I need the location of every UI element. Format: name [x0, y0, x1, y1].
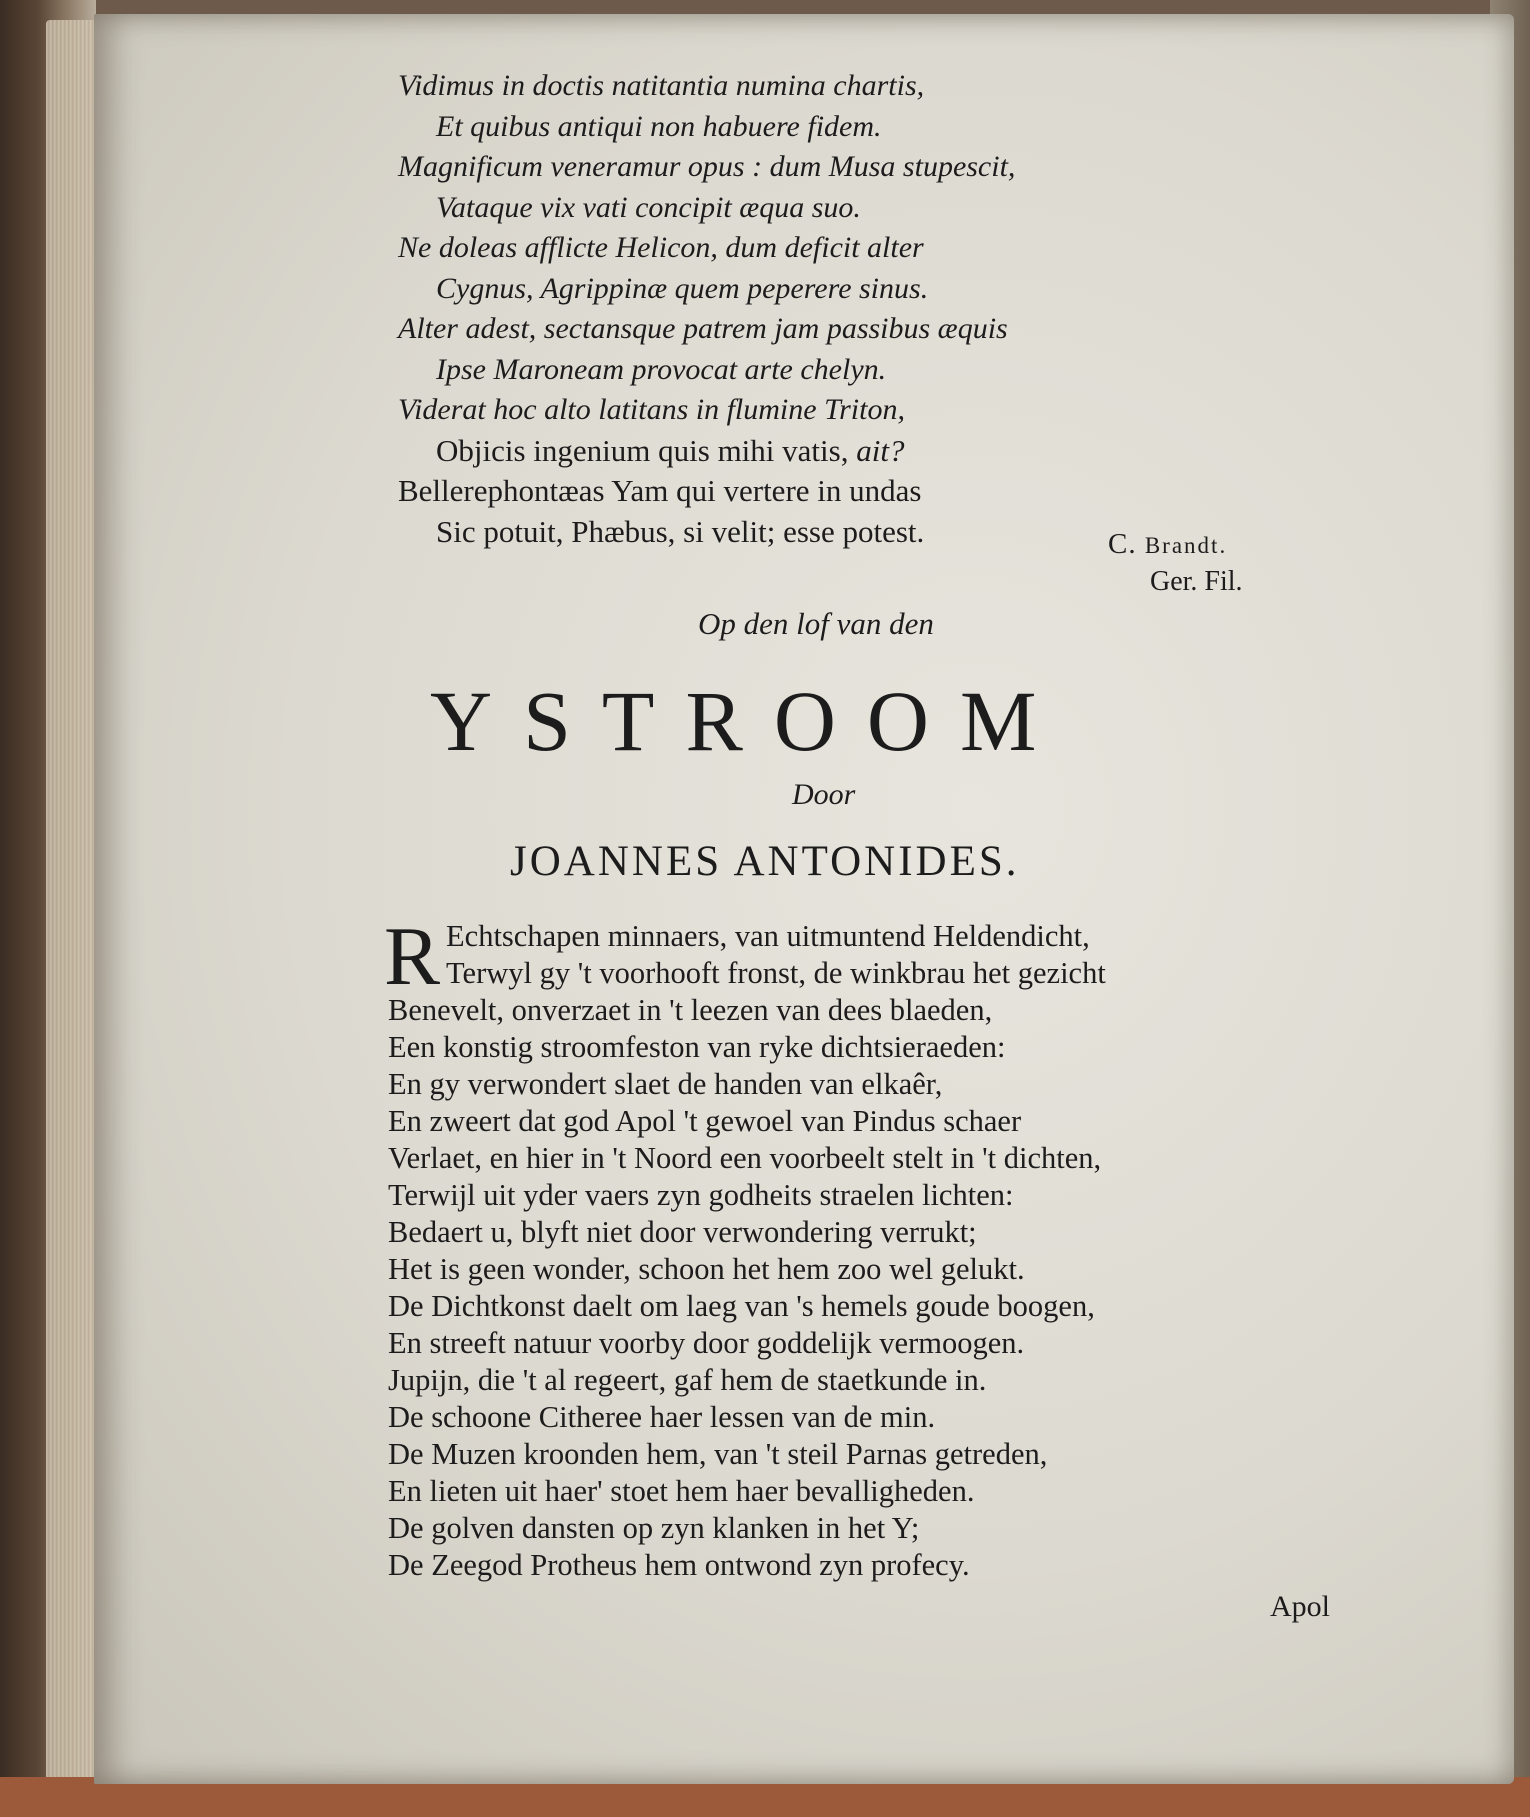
latin-line: Magnificum veneramur opus : dum Musa stupescit,	[398, 150, 1016, 183]
dutch-line: Verlaet, en hier in 't Noord een voorbeelt stelt in 't dichten,	[388, 1141, 1102, 1175]
latin-line: Viderat hoc alto latitans in flumine Triton,	[398, 393, 905, 426]
page-edges	[46, 20, 98, 1780]
heading-title: YSTROOM	[430, 673, 1068, 769]
latin-line: Ipse Maroneam provocat arte chelyn.	[436, 352, 887, 386]
dutch-line: En gy verwondert slaet de handen van elkaêr,	[388, 1067, 943, 1101]
latin-line-text: Objicis ingenium quis mihi vatis,	[436, 432, 849, 468]
dutch-line: Het is geen wonder, schoon het hem zoo wel gelukt.	[388, 1252, 1025, 1286]
signature-surname: Brandt.	[1144, 533, 1228, 558]
dutch-line: En lieten uit haer' stoet hem haer bevalligheden.	[388, 1474, 975, 1508]
heading-author: JOANNES ANTONIDES.	[510, 838, 1020, 885]
latin-poem	[398, 66, 1298, 552]
latin-line: Vataque vix vati concipit æqua suo.	[436, 190, 861, 224]
heading-preface: Op den lof van den	[698, 606, 934, 641]
dutch-line: Terwijl uit yder vaers zyn godheits straelen lichten:	[388, 1178, 1014, 1212]
dutch-line: Jupijn, die 't al regeert, gaf hem de staetkunde in.	[388, 1363, 987, 1397]
dutch-line: Bedaert u, blyft niet door verwondering verrukt;	[388, 1215, 977, 1249]
latin-line: Ne doleas afflicte Helicon, dum deficit alter	[398, 231, 924, 264]
latin-line: Et quibus antiqui non habuere fidem.	[436, 109, 882, 143]
heading-by: Door	[792, 778, 856, 811]
latin-line-upright: Sic potuit, Phæbus, si velit; esse potest.	[436, 513, 925, 549]
dutch-line: Echtschapen minnaers, van uitmuntend Heldendicht,	[446, 919, 1090, 953]
dutch-line: De golven dansten op zyn klanken in het Y;	[388, 1511, 920, 1545]
catchword: Apol	[1270, 1590, 1330, 1623]
drop-cap: R	[384, 910, 441, 1003]
signature-name	[1108, 528, 1227, 561]
dutch-line: De Zeegod Protheus hem ontwond zyn profecy.	[388, 1548, 970, 1582]
signature-suffix: Ger. Fil.	[1150, 566, 1243, 597]
dutch-poem	[384, 910, 1348, 1584]
dutch-line: Benevelt, onverzaet in 't leezen van dees blaeden,	[388, 993, 993, 1027]
latin-line-upright: Bellerephontæas Yam qui vertere in undas	[398, 473, 922, 508]
latin-line: Cygnus, Agrippinæ quem peperere sinus.	[436, 271, 929, 305]
dutch-line: De schoone Citheree haer lessen van de min.	[388, 1400, 936, 1434]
latin-line-upright	[398, 431, 1298, 472]
latin-line: Vidimus in doctis natitantia numina chartis,	[398, 69, 925, 102]
dutch-line: En zweert dat god Apol 't gewoel van Pindus schaer	[388, 1104, 1022, 1138]
latin-line: Alter adest, sectansque patrem jam passibus æquis	[398, 312, 1008, 345]
dutch-line: Een konstig stroomfeston van ryke dichtsieraeden:	[388, 1030, 1006, 1064]
latin-line-tail: ait?	[848, 432, 905, 468]
dutch-line: De Dichtkonst daelt om laeg van 's hemels goude boogen,	[388, 1289, 1095, 1323]
signature-initial: C.	[1108, 528, 1137, 560]
dutch-line: De Muzen kroonden hem, van 't steil Parnas getreden,	[388, 1437, 1048, 1471]
dutch-line: En streeft natuur voorby door goddelijk vermoogen.	[388, 1326, 1025, 1360]
dutch-line: Terwyl gy 't voorhooft fronst, de winkbrau het gezicht	[446, 956, 1106, 990]
